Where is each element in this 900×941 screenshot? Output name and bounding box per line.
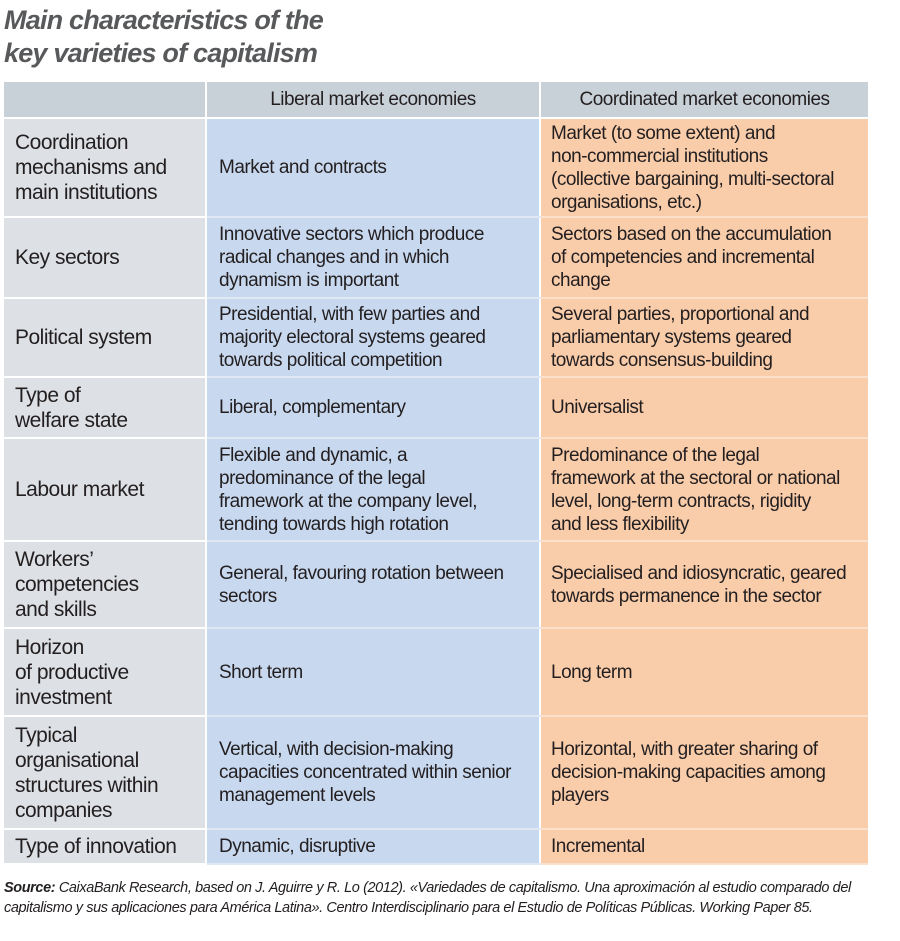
header-coordinated: Coordinated market economies xyxy=(540,82,868,118)
liberal-cell: Dynamic, disruptive xyxy=(206,829,540,864)
row-label: Coordination mechanisms and main institutions xyxy=(4,118,206,217)
coordinated-cell: Universalist xyxy=(540,377,868,438)
coordinated-cell: Long term xyxy=(540,628,868,716)
liberal-cell: Market and contracts xyxy=(206,118,540,217)
table-row xyxy=(4,541,868,628)
table-row xyxy=(4,716,868,829)
coordinated-cell: Market (to some extent) and non-commercial institutions (collective bargaining, multi-sectoral organisations, etc.) xyxy=(540,118,868,217)
table-row xyxy=(4,438,868,541)
header-liberal: Liberal market economies xyxy=(206,82,540,118)
varieties-of-capitalism-table xyxy=(4,82,868,865)
source-label: Source: xyxy=(4,880,56,896)
document-title: Main characteristics of the key varieties of capitalism xyxy=(4,5,324,68)
row-label: Horizon of productive investment xyxy=(4,628,206,716)
coordinated-cell: Predominance of the legal framework at the sectoral or national level, long-term contracts, rigidity and less flexibility xyxy=(540,438,868,541)
table-row xyxy=(4,377,868,438)
liberal-cell: Flexible and dynamic, a predominance of the legal framework at the company level, tending towards high rotation xyxy=(206,438,540,541)
table-row xyxy=(4,217,868,298)
table-row xyxy=(4,628,868,716)
coordinated-cell: Specialised and idiosyncratic, geared towards permanence in the sector xyxy=(540,541,868,628)
liberal-cell: Vertical, with decision-making capacities concentrated within senior management levels xyxy=(206,716,540,829)
coordinated-cell: Sectors based on the accumulation of competencies and incremental change xyxy=(540,217,868,298)
liberal-cell: Short term xyxy=(206,628,540,716)
coordinated-cell: Several parties, proportional and parliamentary systems geared towards consensus-building xyxy=(540,298,868,377)
row-label: Workers’ competencies and skills xyxy=(4,541,206,628)
row-label: Typical organisational structures within companies xyxy=(4,716,206,829)
row-label: Key sectors xyxy=(4,217,206,298)
source-note xyxy=(4,878,884,918)
table-row xyxy=(4,298,868,377)
table-row xyxy=(4,118,868,217)
header-empty xyxy=(4,82,206,118)
row-label: Type of innovation xyxy=(4,829,206,864)
table-header-row xyxy=(4,82,868,118)
table-row xyxy=(4,829,868,864)
row-label: Type of welfare state xyxy=(4,377,206,438)
source-text: CaixaBank Research, based on J. Aguirre y R. Lo (2012). «Variedades de capitalismo. Una aproximación al estudio comparado del capitalismo y sus aplicaciones para América Latina». Centro Interdisciplinario para el Estudio de Políticas Públicas. Working Paper 85. xyxy=(4,880,851,916)
liberal-cell: Liberal, complementary xyxy=(206,377,540,438)
coordinated-cell: Horizontal, with greater sharing of decision-making capacities among players xyxy=(540,716,868,829)
liberal-cell: General, favouring rotation between sectors xyxy=(206,541,540,628)
liberal-cell: Innovative sectors which produce radical changes and in which dynamism is important xyxy=(206,217,540,298)
row-label: Political system xyxy=(4,298,206,377)
liberal-cell: Presidential, with few parties and majority electoral systems geared towards political competition xyxy=(206,298,540,377)
coordinated-cell: Incremental xyxy=(540,829,868,864)
row-label: Labour market xyxy=(4,438,206,541)
